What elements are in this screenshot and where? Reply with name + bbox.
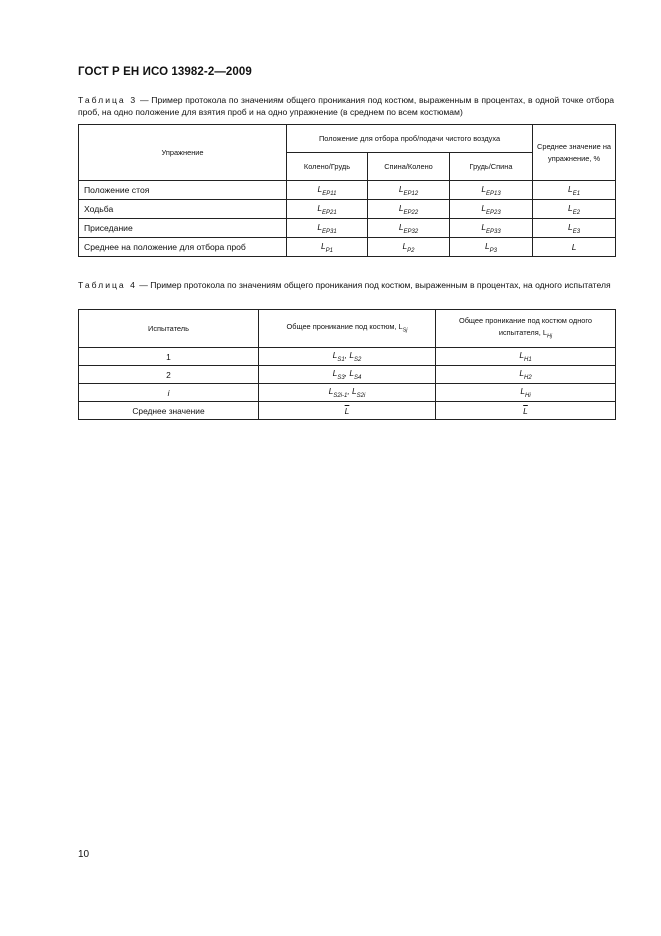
table4-value: $L_{S2}$ [349,350,362,363]
table3-cell [533,200,616,219]
table3 [78,124,616,257]
table3-body [79,181,616,257]
table4-value: $L_{Hi}$ [520,386,531,399]
table4-value: $L_{S2i}$ [352,386,366,399]
table4-total: $L_{S1}$, $L_{S2}$ [259,348,436,366]
table3-cell [450,200,533,219]
table4-total: $L_{S3}$, $L_{S4}$ [259,366,436,384]
document-header: ГОСТ Р ЕН ИСО 13982-2—2009 [78,66,252,78]
table3-row [79,181,616,200]
table3-row-label: Положение стоя [79,181,287,200]
table3-cell [450,181,533,200]
table3-col-mean: Среднее значение на упражнение, % [533,125,616,181]
table3-cell [368,181,450,200]
table3-value: $L_{P3}$ [485,240,498,254]
table3-row-label: Приседание [79,219,287,238]
table3-value: $L_{EP33}$ [481,221,501,235]
table4-col-per-tester-label: Общее проникание под костюм одного испытателя, L [458,315,593,337]
table3-row [79,219,616,238]
table3-value: L [571,242,577,252]
table3-value: $L_{EP11}$ [317,183,337,197]
table3-value: $L_{EP21}$ [317,202,337,216]
table4-per-tester [436,366,616,384]
table3-value: $L_{EP13}$ [481,183,501,197]
table3-value: $L_{P2}$ [402,240,415,254]
table3-col-group: Положение для отбора проб/подачи чистого воздуха [287,125,533,153]
table4-tester: 2 [79,366,259,384]
table4-per-tester [436,348,616,366]
table3-cell [287,238,368,257]
table4-col-per-tester-sub: Hj [546,333,553,340]
table4-value: $L_{S4}$ [349,368,362,381]
table4-value: $L_{H1}$ [519,350,532,363]
table3-value: $L_{EP32}$ [398,221,419,235]
table3-cell [368,219,450,238]
table4-value: $L_{H2}$ [519,368,532,381]
table4-col-per-tester [436,310,616,348]
table4-value: $L_{S1}$ [332,350,345,363]
table3-subcol: Спина/Колено [368,153,450,181]
table3-row [79,200,616,219]
table3-value: $L_{E2}$ [568,202,581,216]
table4-value: $L_{S2i-1}$ [328,386,348,399]
page-number: 10 [78,849,90,860]
table3-caption-text: — Пример протокола по значениям общего проникания под костюм, выраженным в процентах, в одной точке отбора проб, на одно положение для взятия проб и на одно упражнение (в среднем по всем костюмам) [78,95,614,117]
table4-row [79,348,616,366]
table4-caption-text: — Пример протокола по значениям общего проникания под костюм, выраженным в процентах, на одного испытателя [136,280,611,290]
table4-col-tester: Испытатель [79,310,259,348]
table3-cell [287,181,368,200]
table3-row [79,238,616,257]
table3-subcol: Грудь/Спина [450,153,533,181]
table4-caption [78,279,614,291]
table3-value: $L_{E1}$ [568,183,581,197]
table3-subcol: Колено/Грудь [287,153,368,181]
table4-mean-label: Среднее значение [79,402,259,420]
table3-caption-label: Таблица 3 [78,95,138,105]
table4-total: $L_{S2i-1}$, $L_{S2i}$ [259,384,436,402]
table4-col-total-sub: Sj [402,327,408,334]
mean-symbol: $\overline{L}$ [344,405,350,416]
table3-value: $L_{EP31}$ [317,221,337,235]
table3-col-exercise: Упражнение [79,125,287,181]
mean-symbol: $\overline{L}$ [523,405,528,416]
table3-value: $L_{EP22}$ [398,202,419,216]
table4-col-total [259,310,436,348]
table4 [78,309,616,420]
table3-value: $L_{EP12}$ [398,183,419,197]
table4-mean-value [259,402,436,420]
table3-cell [533,181,616,200]
table4-row [79,384,616,402]
table4-col-total-label: Общее проникание под костюм, L [286,321,403,331]
table3-cell [287,219,368,238]
table4-tester: 1 [79,348,259,366]
table3-cell [368,200,450,219]
table3-value: $L_{P1}$ [320,240,333,254]
table3-cell [450,219,533,238]
table4-caption-label: Таблица 4 [78,280,137,290]
table3-cell [450,238,533,257]
table4-mean-value [436,402,616,420]
table3-value: $L_{E3}$ [568,221,581,235]
table4-value: $L_{S3}$ [332,368,345,381]
table4-row [79,366,616,384]
table4-mean-row [79,402,616,420]
table3-value: $L_{EP23}$ [481,202,501,216]
table3-cell [287,200,368,219]
table3-caption [78,94,614,118]
table4-per-tester [436,384,616,402]
table3-cell [368,238,450,257]
table3-cell [533,219,616,238]
table3-cell [533,238,616,257]
table3-row-label: Ходьба [79,200,287,219]
table4-tester: i [79,384,259,402]
table4-body [79,348,616,420]
table3-row-label: Среднее на положение для отбора проб [79,238,287,257]
